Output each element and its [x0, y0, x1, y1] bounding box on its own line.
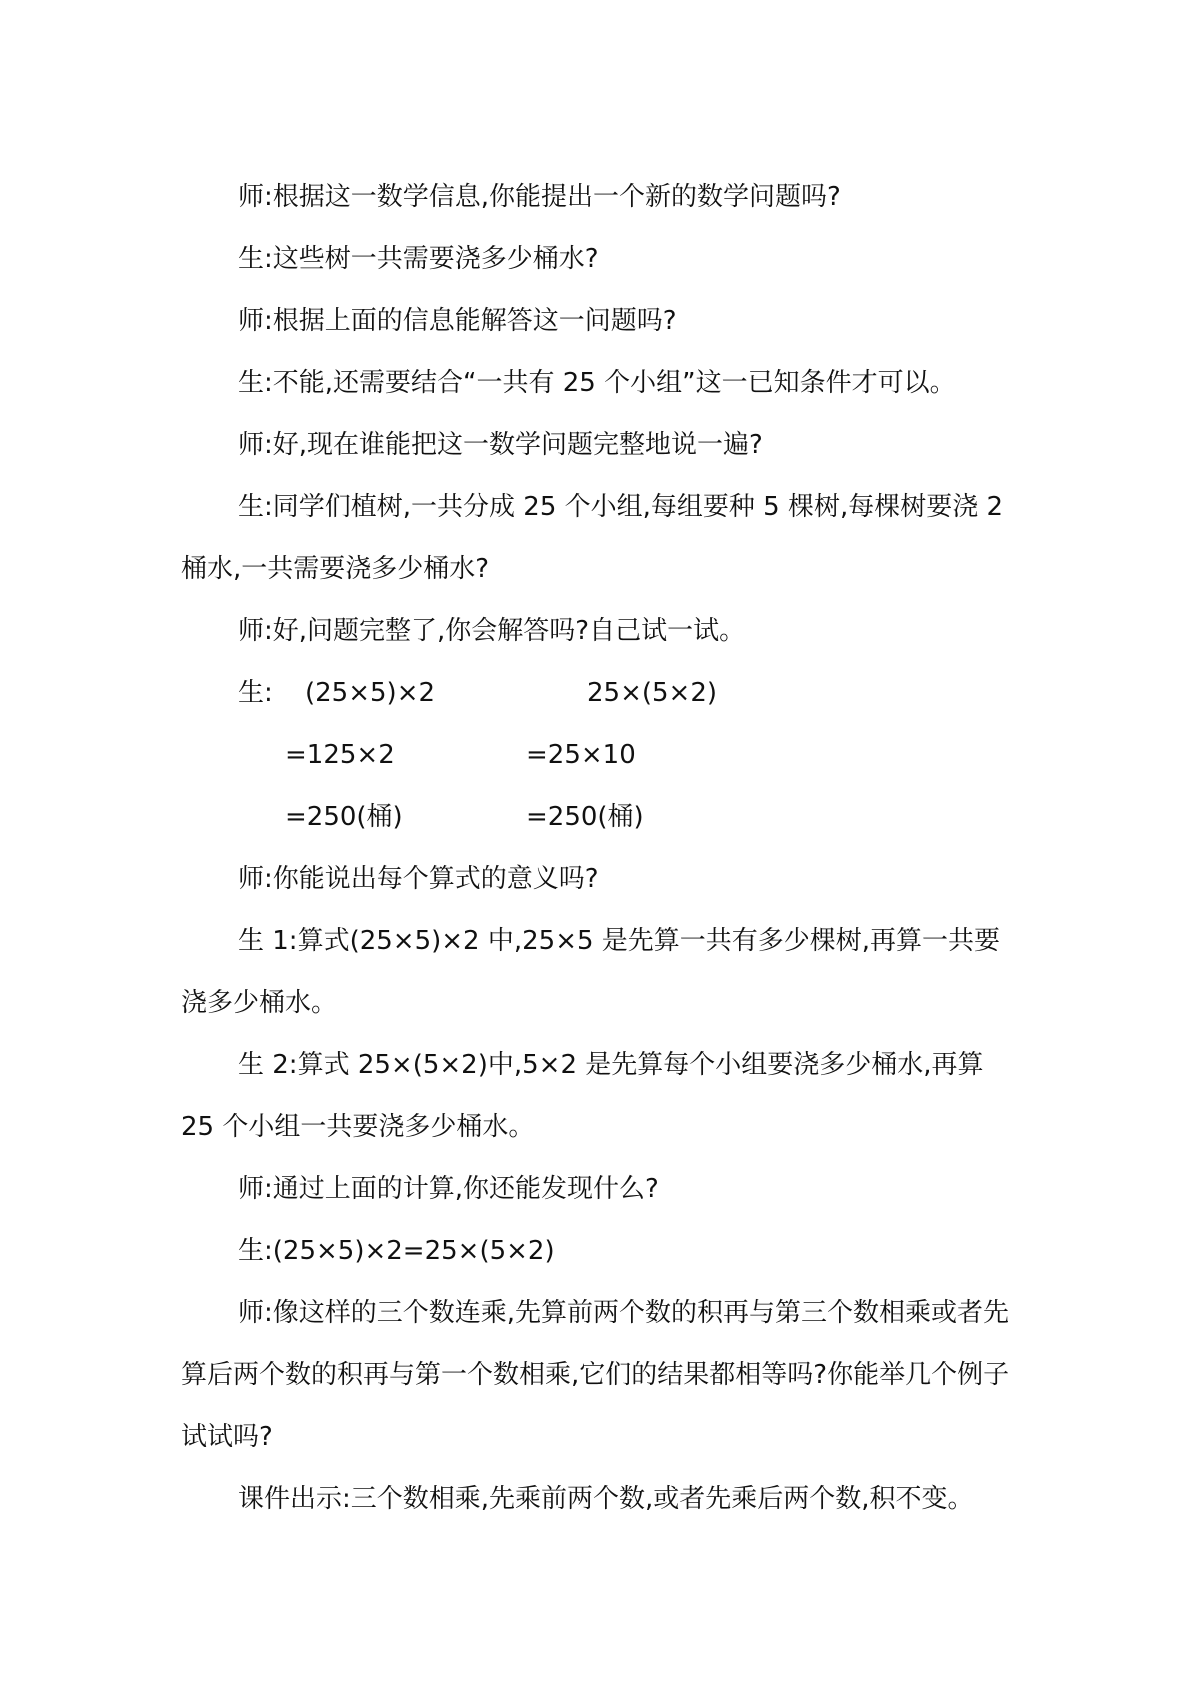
calc-left-line-3: =250(桶): [285, 802, 403, 832]
calc-left-line-2: =125×2: [285, 740, 395, 770]
paragraph: 师:你能说出每个算式的意义吗?: [238, 864, 599, 894]
paragraph: 生 1:算式(25×5)×2 中,25×5 是先算一共有多少棵树,再算一共要浇多少桶水。: [181, 926, 1001, 1018]
calc-left-line-1: (25×5)×2: [305, 678, 436, 708]
paragraph: 师:通过上面的计算,你还能发现什么?: [238, 1174, 659, 1204]
paragraph: 师:好,问题完整了,你会解答吗?自己试一试。: [238, 616, 746, 646]
paragraph: 生:(25×5)×2=25×(5×2): [238, 1236, 555, 1266]
calc-right-line-2: =25×10: [526, 740, 636, 770]
document-body: [181, 166, 1021, 1530]
calc-speaker: 生:: [238, 678, 273, 708]
paragraph: 生:这些树一共需要浇多少桶水?: [238, 244, 599, 274]
calculation-block: [181, 662, 1021, 848]
paragraph: 师:根据上面的信息能解答这一问题吗?: [238, 306, 677, 336]
paragraph: 生 2:算式 25×(5×2)中,5×2 是先算每个小组要浇多少桶水,再算 25 个小组一共要浇多少桶水。: [181, 1050, 984, 1142]
paragraph: 师:好,现在谁能把这一数学问题完整地说一遍?: [238, 430, 763, 460]
calc-right-line-3: =250(桶): [526, 802, 644, 832]
paragraph: 课件出示:三个数相乘,先乘前两个数,或者先乘后两个数,积不变。: [238, 1484, 974, 1514]
paragraph: 生:不能,还需要结合“一共有 25 个小组”这一已知条件才可以。: [238, 368, 956, 398]
paragraph: 生:同学们植树,一共分成 25 个小组,每组要种 5 棵树,每棵树要浇 2 桶水,一共需要浇多少桶水?: [181, 492, 1004, 584]
calc-right-line-1: 25×(5×2): [587, 678, 718, 708]
paragraph: 师:根据这一数学信息,你能提出一个新的数学问题吗?: [238, 182, 841, 212]
paragraph: 师:像这样的三个数连乘,先算前两个数的积再与第三个数相乘或者先算后两个数的积再与第一个数相乘,它们的结果都相等吗?你能举几个例子试试吗?: [181, 1298, 1010, 1452]
